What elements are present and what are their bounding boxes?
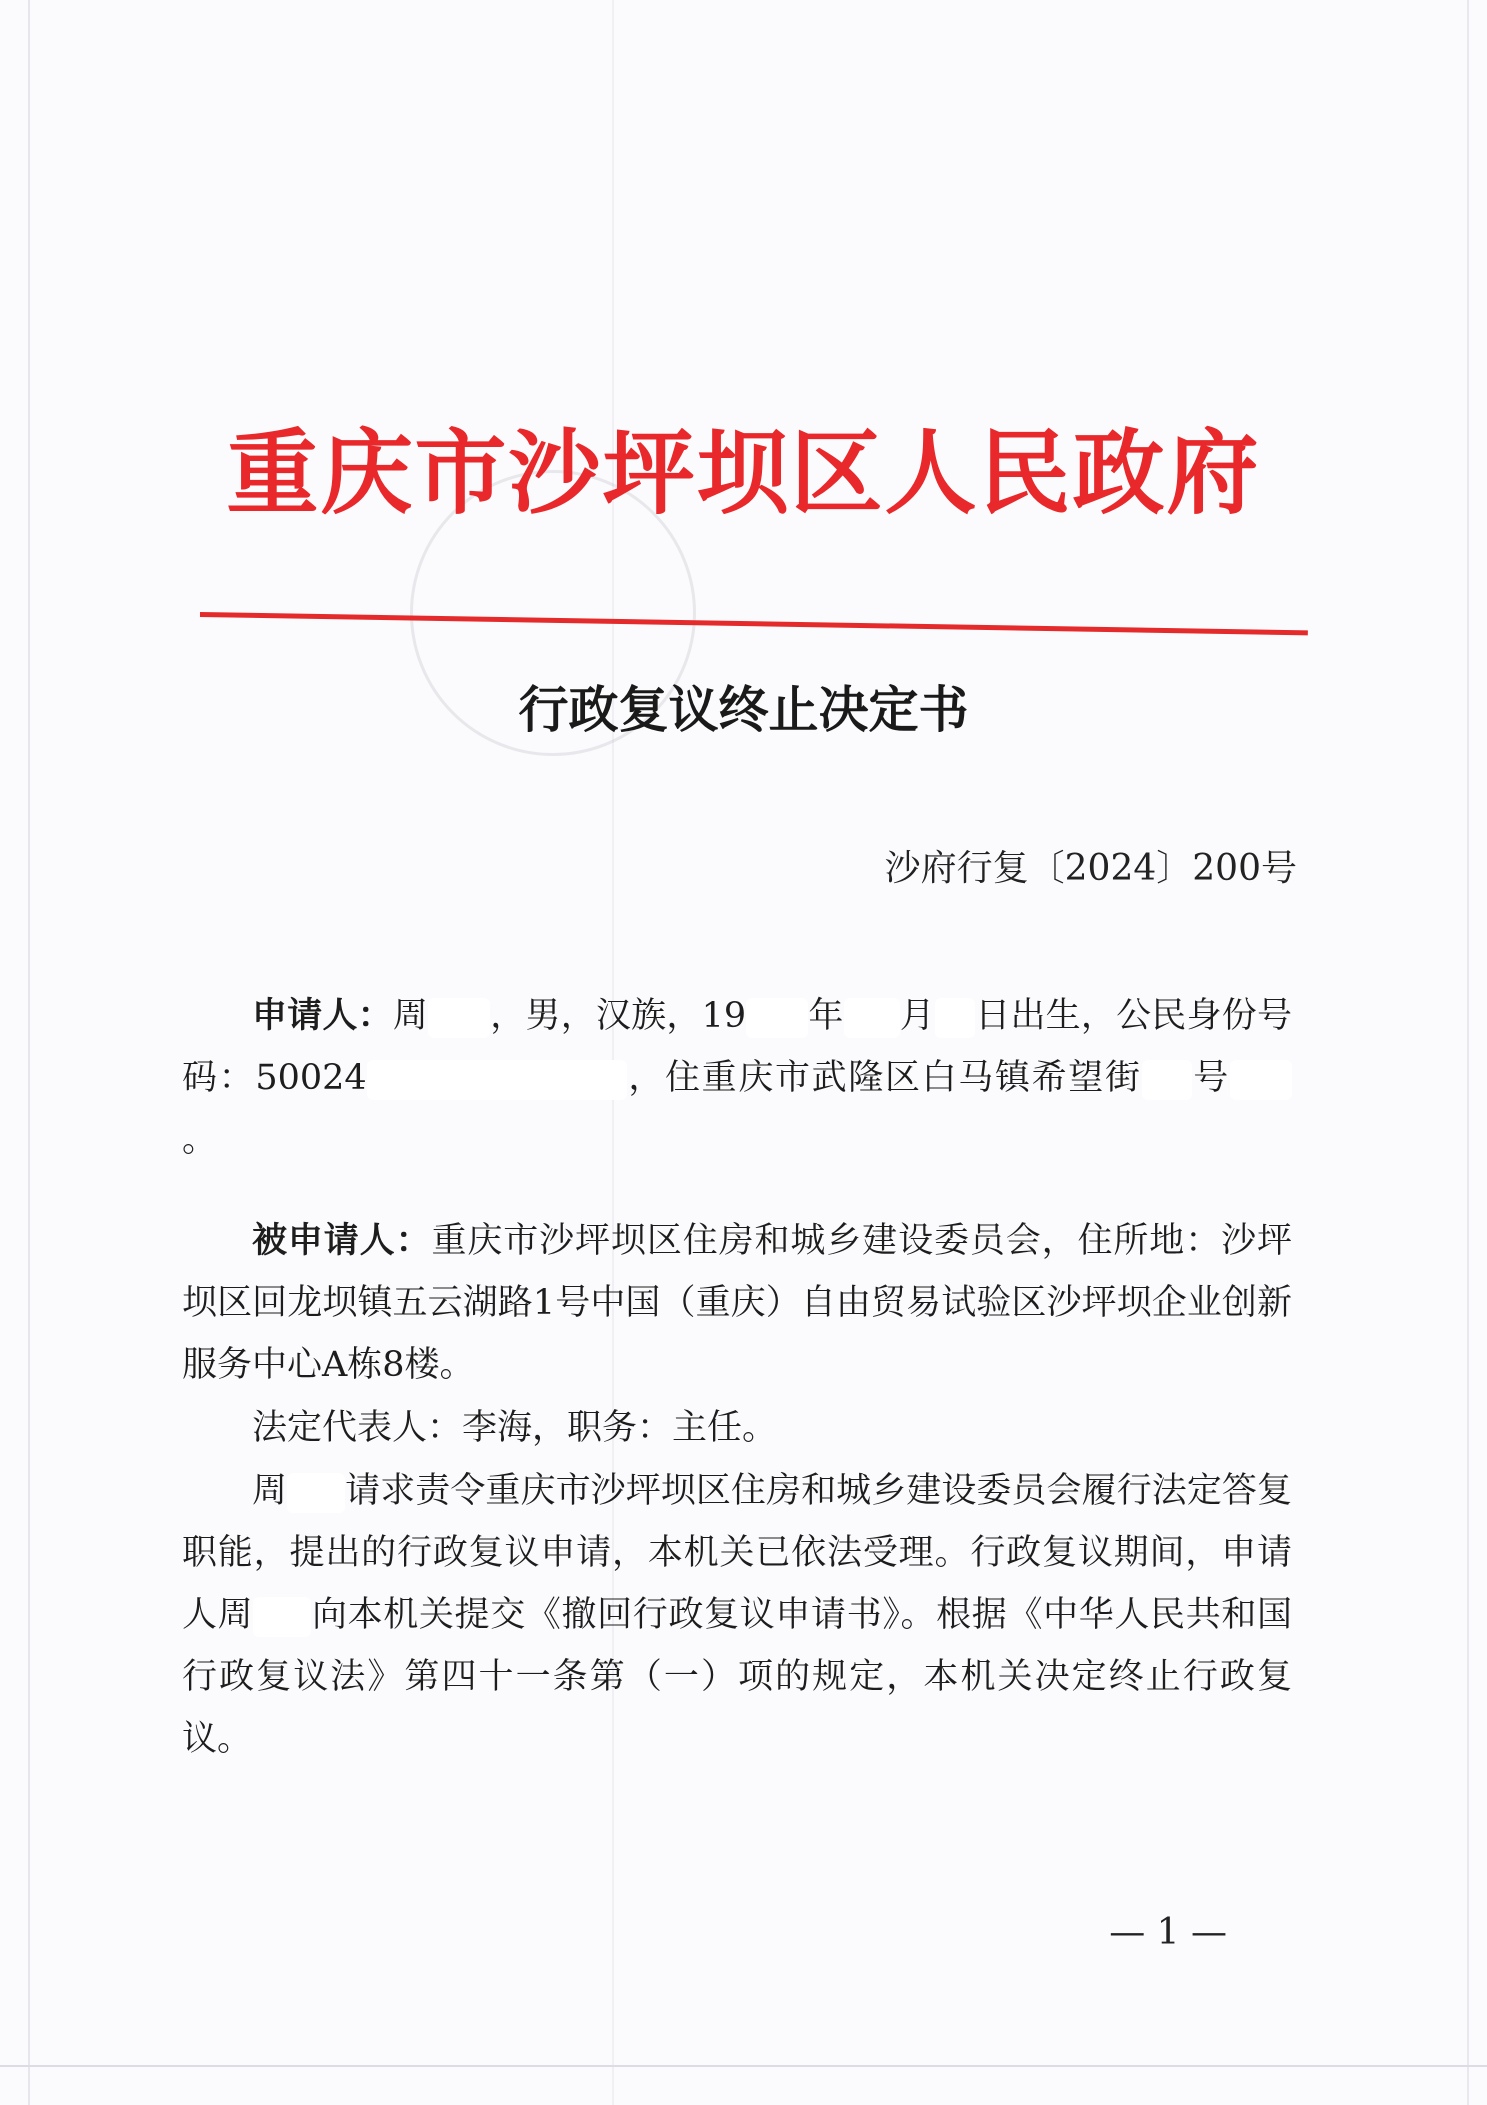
redaction-block — [428, 998, 490, 1038]
page-fold-right — [1467, 0, 1469, 2105]
redaction-block — [935, 998, 975, 1038]
redaction-block — [1230, 1060, 1292, 1100]
legal-representative-line: 法定代表人：李海，职务：主任。 — [252, 1408, 778, 1448]
applicant-paragraph — [182, 985, 1292, 1171]
redaction-block — [367, 1060, 627, 1100]
document-title: 行政复议终止决定书 — [518, 680, 969, 739]
applicant-name: 周 — [392, 996, 429, 1036]
body-part-3: 向本机关提交《撤回行政复议申请书》。根据《中华人民共和国行政复议法》第四十一条第（一）项的规定，本机关决定终止行政复议。 — [182, 1595, 1292, 1759]
page-fold-left — [28, 0, 30, 2105]
respondent-paragraph — [182, 1210, 1292, 1396]
applicant-birth-year: 19 — [701, 996, 747, 1036]
redaction-block — [287, 1473, 345, 1513]
applicant-address: ，住重庆市武隆区白马镇希望街 — [626, 1058, 1142, 1098]
address-suffix-1: 号 — [1191, 1058, 1230, 1098]
document-number: 沙府行复〔2024〕200号 — [884, 848, 1297, 889]
body-part-1: 周 — [252, 1471, 288, 1511]
red-separator-line — [200, 612, 1308, 635]
month-char: 月 — [899, 996, 936, 1036]
page-bottom-edge — [0, 2065, 1487, 2067]
applicant-gender-ethnicity: ，男，汉族， — [490, 996, 702, 1036]
issuer-header: 重庆市沙坪坝区人民政府 — [226, 419, 1261, 527]
respondent-label: 被申请人： — [252, 1220, 432, 1261]
applicant-birth-suffix: 日出生，公民身份号码： — [182, 996, 1292, 1098]
redaction-block — [1142, 1060, 1192, 1100]
redaction-block — [253, 1597, 311, 1637]
decision-body-paragraph — [182, 1460, 1292, 1770]
body-part-2: 请求责令重庆市沙坪坝区住房和城乡建设委员会履行法定答复职能，提出的行政复议申请，本机关已依法受理。行政复议期间，申请人周 — [182, 1471, 1292, 1635]
address-suffix-2: 。 — [182, 1120, 218, 1160]
page-number: — 1 — — [1109, 1912, 1227, 1953]
redaction-block — [746, 998, 808, 1038]
respondent-text: 重庆市沙坪坝区住房和城乡建设委员会，住所地：沙坪坝区回龙坝镇五云湖路1号中国（重庆）自由贸易试验区沙坪坝企业创新服务中心A栋8楼。 — [182, 1221, 1292, 1385]
year-char: 年 — [808, 996, 844, 1036]
redaction-block — [844, 998, 900, 1038]
applicant-label: 申请人： — [252, 995, 393, 1036]
applicant-id-prefix: 50024 — [255, 1058, 367, 1098]
